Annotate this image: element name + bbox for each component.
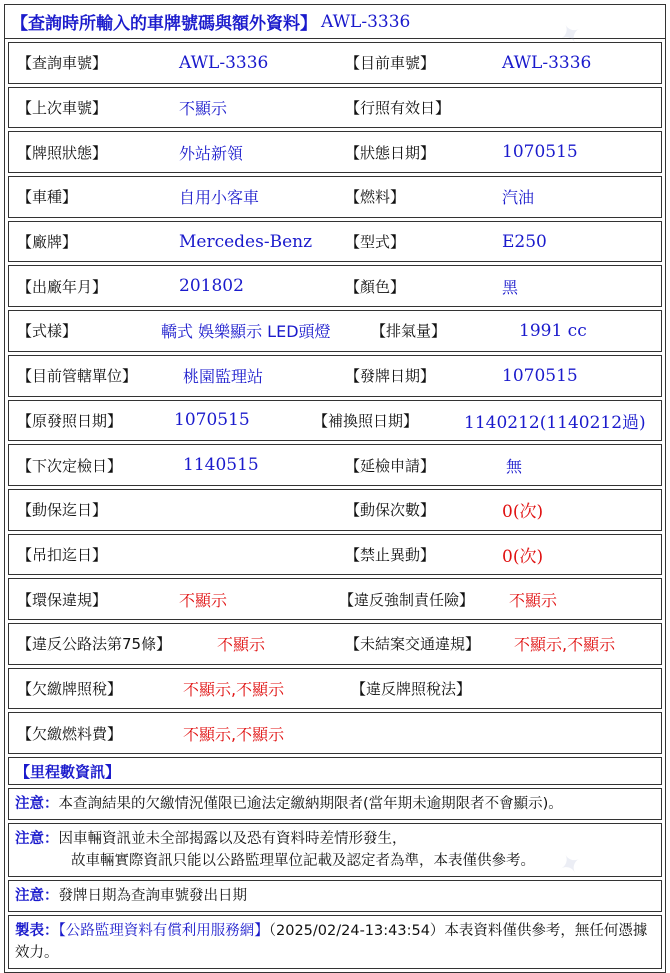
value-query-plate: AWL-3336 (179, 52, 269, 73)
row-next-inspection (8, 444, 662, 486)
note-overdue-text: 本查詢結果的欠繳情況僅限已逾法定繳納期限者(當年期未逾期限者不會顯示)。 (58, 796, 563, 812)
label-model: 【型式】 (345, 233, 406, 252)
note-issue-date-text: 發牌日期為查詢車號發出日期 (58, 888, 247, 904)
value-highway-violation: 不顯示 (217, 635, 266, 655)
value-pending-traffic: 不顯示,不顯示 (514, 635, 616, 655)
label-fuel-fee: 【欠繳燃料費】 (17, 724, 123, 743)
value-lien-count: 0(次) (502, 502, 544, 523)
label-brand: 【廠牌】 (17, 233, 78, 252)
note-disclaimer (8, 823, 662, 877)
value-plate-status: 外站新領 (179, 143, 244, 163)
value-next-inspection: 1140515 (183, 455, 259, 476)
label-suspension-end: 【吊扣迄日】 (17, 545, 108, 564)
service-link[interactable]: 【公路監理資料有償利用服務網】 (58, 923, 269, 939)
note-disclaimer-line2: 故車輛實際資訊只能以公路監理單位記載及認定者為準，本表僅供參考。 (71, 853, 535, 869)
label-next-inspection: 【下次定檢日】 (17, 456, 123, 475)
watermark-bottom: ✦ (554, 846, 588, 884)
row-highway-violation (8, 623, 662, 665)
note-generated (8, 915, 662, 969)
label-current-plate: 【目前車號】 (345, 54, 436, 73)
row-fuel-fee (8, 712, 662, 754)
row-plate-status (8, 131, 662, 173)
label-env-violation: 【環保違規】 (17, 590, 108, 609)
row-brand (8, 221, 662, 263)
note-disclaimer-label: 注意： (15, 831, 59, 847)
label-lien-end: 【動保迄日】 (17, 501, 108, 520)
value-env-violation: 不顯示 (179, 590, 228, 610)
note-generated-text: （2025/02/24-13:43:54）本表資料僅供參考，無任何憑據效力。 (15, 923, 648, 961)
label-manufacture-date: 【出廠年月】 (17, 277, 108, 296)
label-jurisdiction: 【目前管轄單位】 (17, 367, 138, 386)
value-replacement-date: 1140212(1140212過) (464, 412, 646, 433)
row-style (8, 310, 662, 352)
label-replacement-date: 【補換照日期】 (313, 411, 419, 430)
note-overdue (8, 788, 662, 820)
note-issue-date (8, 880, 662, 912)
label-issue-date: 【發牌日期】 (345, 367, 436, 386)
label-insurance-violation: 【違反強制責任險】 (339, 590, 475, 609)
header (5, 5, 665, 39)
value-license-tax: 不顯示,不顯示 (183, 679, 285, 699)
value-brand: Mercedes-Benz (179, 231, 313, 252)
value-model: E250 (502, 231, 547, 252)
note-issue-date-label: 注意： (15, 888, 59, 904)
label-displacement: 【排氣量】 (371, 322, 447, 341)
row-license-tax (8, 668, 662, 710)
label-lien-count: 【動保次數】 (345, 501, 436, 520)
note-generated-label: 製表： (15, 923, 59, 939)
note-overdue-label: 注意： (15, 796, 59, 812)
label-license-tax: 【欠繳牌照稅】 (17, 679, 123, 698)
label-highway-violation: 【違反公路法第75條】 (17, 635, 172, 654)
value-issue-date: 1070515 (502, 365, 578, 386)
value-previous-plate: 不顯示 (179, 99, 228, 119)
label-transfer-ban: 【禁止異動】 (345, 545, 436, 564)
value-vehicle-type: 自用小客車 (179, 188, 260, 208)
value-displacement: 1991 cc (519, 320, 587, 341)
value-style: 轎式 娛樂顯示 LED頭燈 (161, 322, 331, 342)
value-original-issue: 1070515 (174, 410, 250, 431)
value-fuel-fee: 不顯示,不顯示 (183, 724, 285, 744)
label-previous-plate: 【上次車號】 (17, 99, 108, 118)
label-extension: 【延檢申請】 (345, 456, 436, 475)
label-color: 【顏色】 (345, 277, 406, 296)
mileage-section-title: 【里程數資訊】 (8, 757, 662, 785)
value-current-plate: AWL-3336 (502, 52, 592, 73)
row-original-issue (8, 400, 662, 442)
label-license-valid: 【行照有效日】 (345, 99, 451, 118)
row-suspension-end (8, 534, 662, 576)
note-disclaimer-line1: 因車輛資訊並未全部揭露以及恐有資料時差情形發生， (58, 831, 407, 847)
row-env-violation (8, 578, 662, 620)
label-vehicle-type: 【車種】 (17, 188, 78, 207)
value-color: 黑 (502, 277, 519, 297)
value-status-date: 1070515 (502, 142, 578, 163)
row-vehicle-type (8, 176, 662, 218)
value-jurisdiction: 桃園監理站 (183, 367, 264, 387)
label-status-date: 【狀態日期】 (345, 143, 436, 162)
vehicle-info-sheet (4, 4, 666, 973)
label-fuel: 【燃料】 (345, 188, 406, 207)
row-jurisdiction (8, 355, 662, 397)
value-transfer-ban: 0(次) (502, 546, 544, 567)
header-plate: AWL-3336 (321, 11, 411, 32)
watermark-top: ✦ (554, 16, 588, 54)
label-query-plate: 【查詢車號】 (17, 54, 108, 73)
label-original-issue: 【原發照日期】 (17, 411, 123, 430)
header-title: 【查詢時所輸入的車牌號碼與額外資料】 (11, 14, 317, 34)
value-insurance-violation: 不顯示 (509, 590, 558, 610)
label-plate-status: 【牌照狀態】 (17, 143, 108, 162)
label-style: 【式樣】 (17, 322, 78, 341)
label-pending-traffic: 【未結案交通違規】 (345, 635, 481, 654)
value-manufacture-date: 201802 (179, 276, 244, 297)
row-manufacture-date (8, 265, 662, 307)
row-plate (8, 42, 662, 84)
value-extension: 無 (506, 456, 523, 476)
label-tax-violation: 【違反牌照稅法】 (351, 679, 472, 698)
value-fuel: 汽油 (502, 188, 535, 208)
row-previous-plate (8, 87, 662, 129)
row-lien-end (8, 489, 662, 531)
